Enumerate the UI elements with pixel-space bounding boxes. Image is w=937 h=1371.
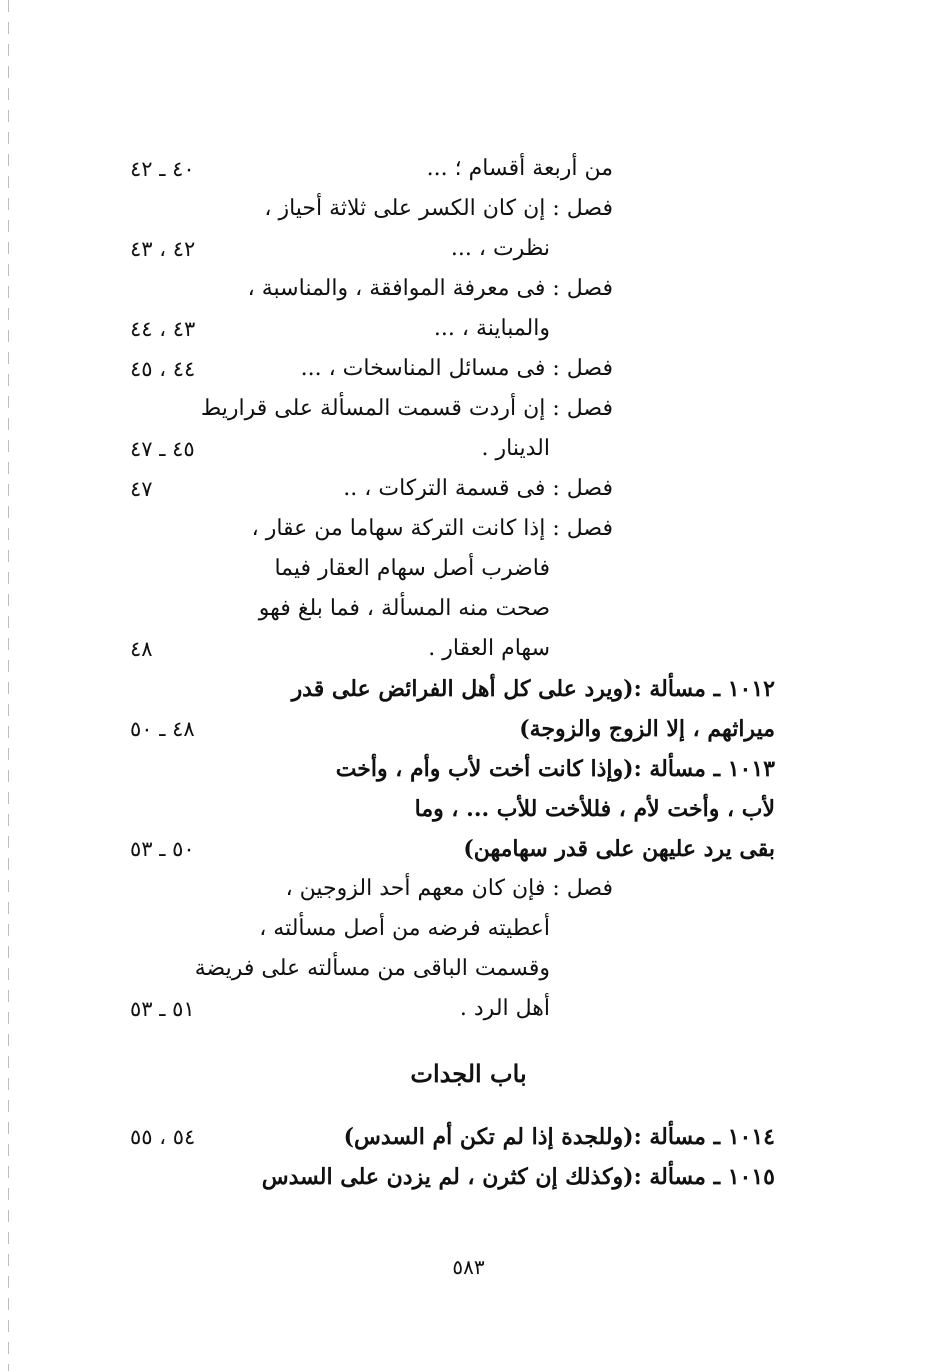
index-line [120,1160,785,1200]
index-line [120,872,785,912]
index-line [120,912,785,952]
index-line [120,392,785,432]
index-line [120,832,785,872]
index-line [120,512,785,552]
page-ref: ٥٤ ، ٥٥ [130,1125,196,1149]
index-line [120,1120,785,1160]
entry-text: بقى يرد عليهن على قدر سهامهن) [463,836,775,862]
index-line [120,712,785,752]
page-number: ٥٨٣ [452,1255,485,1279]
entry-text: فصل : إذا كانت التركة سهاما من عقار ، [251,516,613,541]
entry-text: فصل : إن كان الكسر على ثلاثة أحياز ، [264,196,613,221]
index-line [120,312,785,352]
index-line [120,992,785,1032]
index-line [120,952,785,992]
entry-text: فصل : فى معرفة الموافقة ، والمناسبة ، [247,276,613,301]
entry-text: صحت منه المسألة ، فما بلغ فهو [258,596,550,621]
entry-text: ١٠١٣ ـ مسألة :(وإذا كانت أخت لأب وأم ، وأخت [335,756,775,782]
index-line [120,592,785,632]
page-ref: ٤٣ ، ٤٤ [130,317,196,341]
entry-text: والمباينة ، ... [433,316,550,341]
index-line [120,752,785,792]
entry-text: أعطيته فرضه من أصل مسألته ، [259,916,550,941]
page-ref: ٥١ ـ ٥٣ [130,997,195,1021]
entry-text: وقسمت الباقى من مسألته على فريضة [194,956,550,981]
entry-text: فصل : فإن كان معهم أحد الزوجين ، [285,876,613,901]
index-line [120,272,785,312]
index-line [120,792,785,832]
entry-text: فصل : فى قسمة التركات ، .. [343,476,613,501]
entry-text: نظرت ، ... [450,236,550,261]
page-ref: ٥٠ ـ ٥٣ [130,837,195,861]
entry-text: الدينار . [481,436,550,461]
page-ref: ٤٠ ـ ٤٢ [130,157,195,181]
index-line [120,552,785,592]
page-ref: ٤٨ [130,637,153,661]
page-ref: ٤٤ ، ٤٥ [130,357,196,381]
entry-text: ١٠١٢ ـ مسألة :(ويرد على كل أهل الفرائض على قدر [291,676,775,702]
entry-text: فاضرب أصل سهام العقار فيما [274,556,550,581]
entry-text: أهل الرد . [459,996,550,1021]
page-ref: ٤٢ ، ٤٣ [130,237,196,261]
index-line [120,632,785,672]
section-heading: باب الجدات [410,1059,527,1088]
index-line [120,232,785,272]
entry-text: فصل : إن أردت قسمت المسألة على قراريط [200,396,613,421]
entry-text: من أربعة أقسام ؛ ... [426,156,613,181]
page-ref: ٤٥ ـ ٤٧ [130,437,195,461]
index-line [120,352,785,392]
index-line [120,672,785,712]
index-line [120,432,785,472]
entry-text: لأب ، وأخت لأم ، فللأخت للأب ... ، وما [414,796,775,822]
entry-text: ١٠١٥ ـ مسألة :(وكذلك إن كثرن ، لم يزدن على السدس [261,1164,775,1190]
page-ref: ٤٧ [130,477,153,501]
index-line [120,152,785,192]
page-edge [8,0,9,1371]
entry-text: ١٠١٤ ـ مسألة :(وللجدة إذا لم تكن أم السدس) [343,1124,775,1150]
entry-text: فصل : فى مسائل المناسخات ، ... [300,356,613,381]
entry-text: ميراثهم ، إلا الزوج والزوجة) [519,716,775,742]
entry-text: سهام العقار . [428,636,550,661]
index-line [120,472,785,512]
page-ref: ٤٨ ـ ٥٠ [130,717,195,741]
index-line [120,192,785,232]
